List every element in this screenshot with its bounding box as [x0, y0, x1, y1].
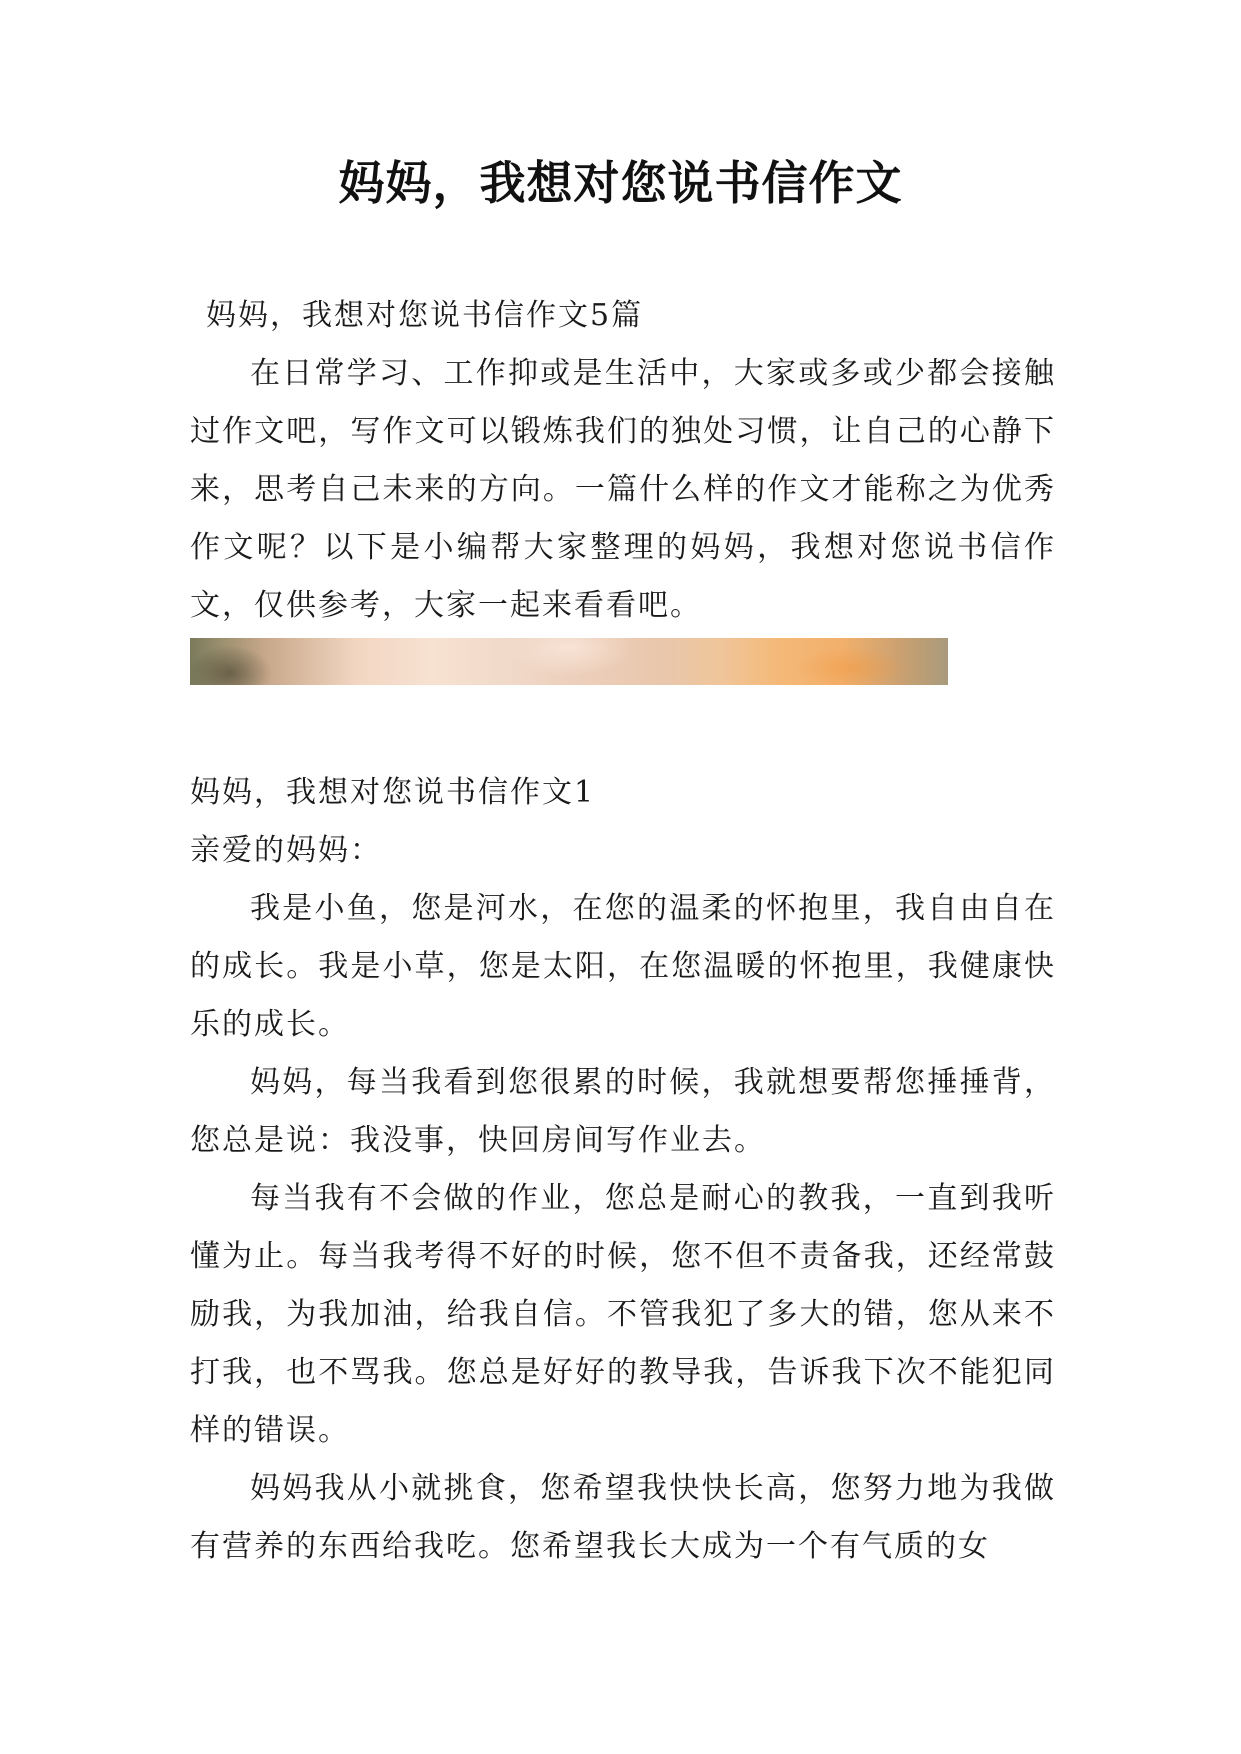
intro-paragraph: 在日常学习、工作抑或是生活中，大家或多或少都会接触过作文吧，写作文可以锻炼我们的独处习惯，让自己的心静下来，思考自己未来的方向。一篇什么样的作文才能称之为优秀作文呢？以下是小编帮大家整理的妈妈，我想对您说书信作文，仅供参考，大家一起来看看吧。	[190, 356, 1056, 623]
letter-paragraph: 每当我有不会做的作业，您总是耐心的教我，一直到我听懂为止。每当我考得不好的时候，您不但不责备我，还经常鼓励我，为我加油，给我自信。不管我犯了多大的错，您从来不打我，也不骂我。您总是好好的教导我，告诉我下次不能犯同样的错误。	[190, 1181, 1056, 1448]
letter-paragraph: 妈妈我从小就挑食，您希望我快快长高，您努力地为我做有营养的东西给我吃。您希望我长大成为一个有气质的女	[190, 1471, 1056, 1564]
document-subtitle: 妈妈，我想对您说书信作文5篇	[206, 298, 644, 333]
letter-paragraph: 我是小鱼，您是河水，在您的温柔的怀抱里，我自由自在的成长。我是小草，您是太阳，在您温暖的怀抱里，我健康快乐的成长。	[190, 891, 1056, 1042]
letter-heading: 妈妈，我想对您说书信作文1	[190, 775, 596, 810]
photo-banner-shading	[190, 638, 948, 685]
photo-banner-image	[190, 638, 948, 685]
document-title: 妈妈，我想对您说书信作文	[338, 156, 903, 210]
document-body	[190, 287, 1056, 1576]
letter-paragraph: 妈妈，每当我看到您很累的时候，我就想要帮您捶捶背，您总是说：我没事，快回房间写作业去。	[190, 1065, 1056, 1158]
letter-salutation: 亲爱的妈妈：	[190, 833, 382, 868]
